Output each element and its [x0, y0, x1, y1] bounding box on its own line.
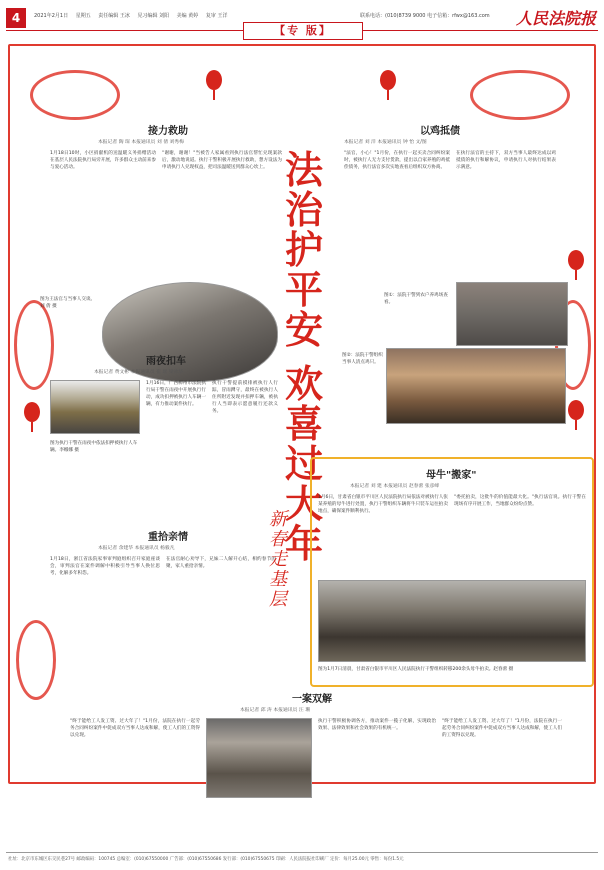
article-body: 1月18日，浙江省法院家事审判庭组织召开家庭座谈会，审判法官在案件调解中积极引导当事人换位思考，化解多年积怨。 [50, 557, 160, 576]
title-char: 法 [284, 147, 323, 192]
article-body: "终于能给工人发工资、过大年了！"1月份，法院在执行一起劳务合同纠纷案件中促成双方当事人达成和解，使工人们的工资得以兑现。 [70, 719, 200, 738]
title-char: 年 [284, 521, 323, 566]
lantern-icon [568, 250, 584, 270]
article-photo [50, 380, 140, 434]
article-byline: 本报记者 刘 洋 本报通讯员 钟 怡 文/图 [344, 140, 427, 145]
seal-char: 春 [269, 529, 287, 550]
article-photo [318, 580, 586, 662]
new-year-seal [256, 510, 300, 610]
article-photo [206, 718, 312, 798]
header-meta [34, 12, 233, 19]
lantern-icon [206, 70, 222, 90]
header-review: 复审 王洋 [205, 13, 228, 19]
article-byline: 本报记者 余建华 本报通讯员 杨毅凡 [98, 546, 175, 551]
newspaper-logo: 人民法院报 [515, 9, 596, 28]
article-title: 以鸡抵债 [420, 126, 460, 137]
article-byline: 本报记者 刘 建 本报通讯员 赵春蕾 张彦峰 [350, 484, 440, 489]
title-char: 安 [284, 307, 323, 352]
article-body: 在执行法官的主持下，双方当事人最终达成以鸡抵债的执行和解协议，申请执行人对执行结果表示满意。 [456, 151, 556, 170]
header-weekday: 星期五 [75, 13, 91, 19]
article-byline: 本报记者 邱 涛 本报通讯员 汪 珊 [240, 708, 310, 713]
header-date: 2021年2月1日 [34, 13, 69, 19]
seal-char: 走 [269, 549, 287, 570]
lantern-icon [24, 402, 40, 422]
article-photo [386, 348, 566, 424]
section-banner: 【专 版】 [243, 22, 363, 40]
article-title: 母牛"搬家" [426, 470, 477, 481]
article-photo [102, 282, 278, 382]
title-char: 过 [284, 441, 323, 486]
swirl-decoration [16, 620, 56, 700]
photo-caption: 图为1月7日清晨，甘肃省白银市平川区人民法院执行干警组织转移200余头母牛拍卖。赵春蕾 摄 [318, 667, 514, 672]
article-body: "谢谢，谢谢！"当被告人家属看到执行法官帮忙兑现案款后，激动地说道。执行干警积极开展执行救助，想方设法为申请执行人兑现权益，把司法温暖送到群众心坎上。 [162, 151, 282, 170]
photo-caption: 图②：法院干警组织当事人清点鸡只。 [342, 353, 383, 365]
lantern-icon [568, 400, 584, 420]
article-body: 执行干警提前摸排被执行人行踪，冒雨蹲守，最终在被执行人住所附近发现并扣押车辆，被执行人当即表示愿意履行还款义务。 [212, 381, 278, 414]
seal-char: 新 [269, 509, 287, 530]
article-title: 雨夜扣车 [146, 356, 186, 367]
footer-rule [6, 852, 598, 853]
footer-info: 社址：北京市东城区东交民巷27号 邮政编码：100745 总编室：(010)67550000 广告部：(010)67550686 发行部：(010)67550675 印刷：人民法院报社印刷厂 定价：每月25.00元 零售：每份1.5元 [8, 857, 404, 862]
article-body: "委托拍卖，这批牛的价值能最大化。"执行法官说。执行干警在现场有序开展工作，当地群众纷纷点赞。 [454, 495, 586, 507]
title-char: 平 [284, 267, 323, 312]
article-body: "终于能给工人发工资、过大年了！"1月份，法院在执行一起劳务合同纠纷案件中促成双方当事人达成和解，使工人们的工资得以兑现。 [442, 719, 562, 738]
photo-caption: 图为执行干警在雨夜中依法扣押被执行人车辆。李娜娜 摄 [50, 441, 138, 453]
seal-char: 层 [269, 589, 287, 610]
header-contact: 联系电话：(010)8739 9000 电子信箱：rfwx@163.com [360, 13, 490, 19]
article-byline: 本报记者 陶 琛 本报通讯员 刘 倩 刘秀梅 [98, 140, 184, 145]
header-desk: 美编 黄婷 [176, 13, 199, 19]
title-char: 治 [284, 187, 323, 232]
article-title: 重拾亲情 [148, 532, 188, 543]
article-photo [456, 282, 568, 346]
swirl-decoration [470, 70, 570, 120]
article-body: 1月16日，广西柳州市法院执行局干警在雨夜中开展执行行动，成功扣押被执行人车辆一辆，有力推动案件执行。 [146, 381, 206, 407]
article-body: "法官，小心！"1月份，在执行一起买卖合同纠纷案时，被执行人无力支付货款，提出以自家养殖的鸡抵偿债务，执行法官多次实地查看后组织双方协商。 [344, 151, 450, 170]
article-body: 1月6日，甘肃省白银市平川区人民法院执行局依法对被执行人张某养殖的母牛进行处置，执行干警组织车辆将牛只装车运往拍卖地点，确保案件顺利执行。 [318, 495, 448, 514]
article-body: 执行干警积极协调各方，推动案件一揽子化解，实现政治效果、法律效果和社会效果的有机统一。 [318, 719, 436, 731]
article-title: 一案双解 [292, 694, 332, 705]
title-char: 欢 [284, 361, 323, 406]
header-editor: 责任编辑 王冰 [98, 13, 130, 19]
page-number: 4 [6, 8, 26, 28]
article-body: 在法官耐心劝导下，兄妹二人解开心结，相约春节团聚，家人重拾亲情。 [166, 557, 276, 569]
article-byline: 本报记者 费文彬 本报通讯员 崔 瑶 梁冰华 [94, 370, 184, 375]
photo-caption: 图为王法官与当事人交谈。刘 倩 摄 [40, 297, 96, 309]
photo-caption: 图①：法院干警到农户养鸡场查看。 [384, 293, 448, 305]
lantern-icon [380, 70, 396, 90]
article-body: 1月18日10时，小区捐献机的送温暖义务捐赠活动在基层人民法院执行局旁开展，许多群众主动前来参与爱心活动。 [50, 151, 156, 170]
title-char: 护 [284, 227, 323, 272]
header-proof: 见习编辑 刘阳 [137, 13, 170, 19]
swirl-decoration [30, 70, 120, 120]
masthead [0, 0, 604, 40]
title-char: 大 [284, 481, 323, 526]
seal-char: 基 [269, 569, 287, 590]
article-title: 接力救助 [148, 126, 188, 137]
title-char: 喜 [284, 401, 323, 446]
